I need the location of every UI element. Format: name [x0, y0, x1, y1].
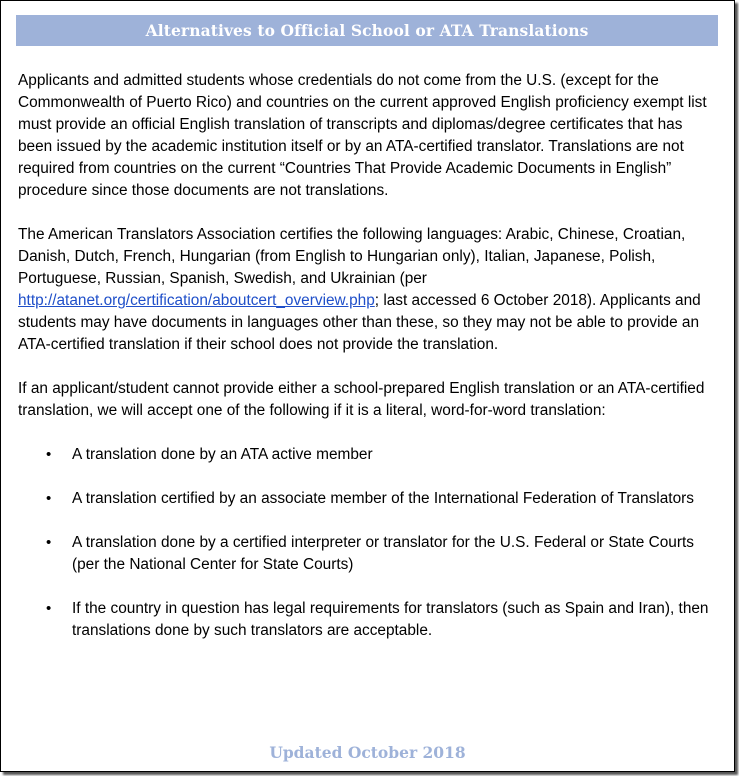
document-body — [18, 70, 718, 664]
paragraph-ata-languages-text: The American Translators Association certifies the following languages: Arabic, Chinese, Croatian, Danish, Dutch, French, Hungarian (from English to Hungarian only), Italian, Japanese, Polish, Portuguese, Russian, Spanish, Swedish, and Ukrainian (per — [18, 226, 686, 287]
list-item — [18, 444, 718, 466]
page-title: Alternatives to Official School or ATA Translations — [16, 15, 718, 46]
list-item-text: If the country in question has legal requirements for translators (such as Spain and Iran), then translations done by such translators are acceptable. — [72, 600, 709, 639]
list-item-text: A translation done by a certified interpreter or translator for the U.S. Federal or State Courts (per the National Center for State Courts) — [72, 534, 694, 573]
list-item — [18, 488, 718, 510]
bullet-icon: • — [46, 446, 52, 463]
bullet-icon: • — [46, 600, 52, 617]
alternatives-list — [18, 444, 718, 642]
list-item — [18, 598, 718, 642]
paragraph-credentials: Applicants and admitted students whose credentials do not come from the U.S. (except for the Commonwealth of Puerto Rico) and countries on the current approved English proficiency exempt list must provide an official English translation of transcripts and diplomas/degree certificates that has been issued by the academic institution itself or by an ATA-certified translator. Translations are not required from countries on the current “Countries That Provide Academic Documents in English” procedure since those documents are not translations. — [18, 72, 707, 199]
ata-certification-link[interactable]: http://atanet.org/certification/aboutcert_overview.php — [18, 292, 375, 309]
updated-date-footer: Updated October 2018 — [269, 743, 466, 762]
list-item-text: A translation certified by an associate member of the International Federation of Translators — [72, 490, 694, 507]
paragraph-alternatives-intro: If an applicant/student cannot provide either a school-prepared English translation or an ATA-certified translation, we will accept one of the following if it is a literal, word-for-word translation: — [18, 380, 705, 419]
paragraph-ata-languages-text-2: ; last accessed 6 October 2018). Applicants and students may have documents in languages other than these, so they may not be able to provide an ATA-certified translation if their school does not provide the translation. — [18, 292, 701, 353]
paragraph-ata-languages — [18, 224, 718, 356]
bullet-icon: • — [46, 534, 52, 551]
bullet-icon: • — [46, 490, 52, 507]
list-item — [18, 532, 718, 576]
list-item-text: A translation done by an ATA active member — [72, 446, 373, 463]
